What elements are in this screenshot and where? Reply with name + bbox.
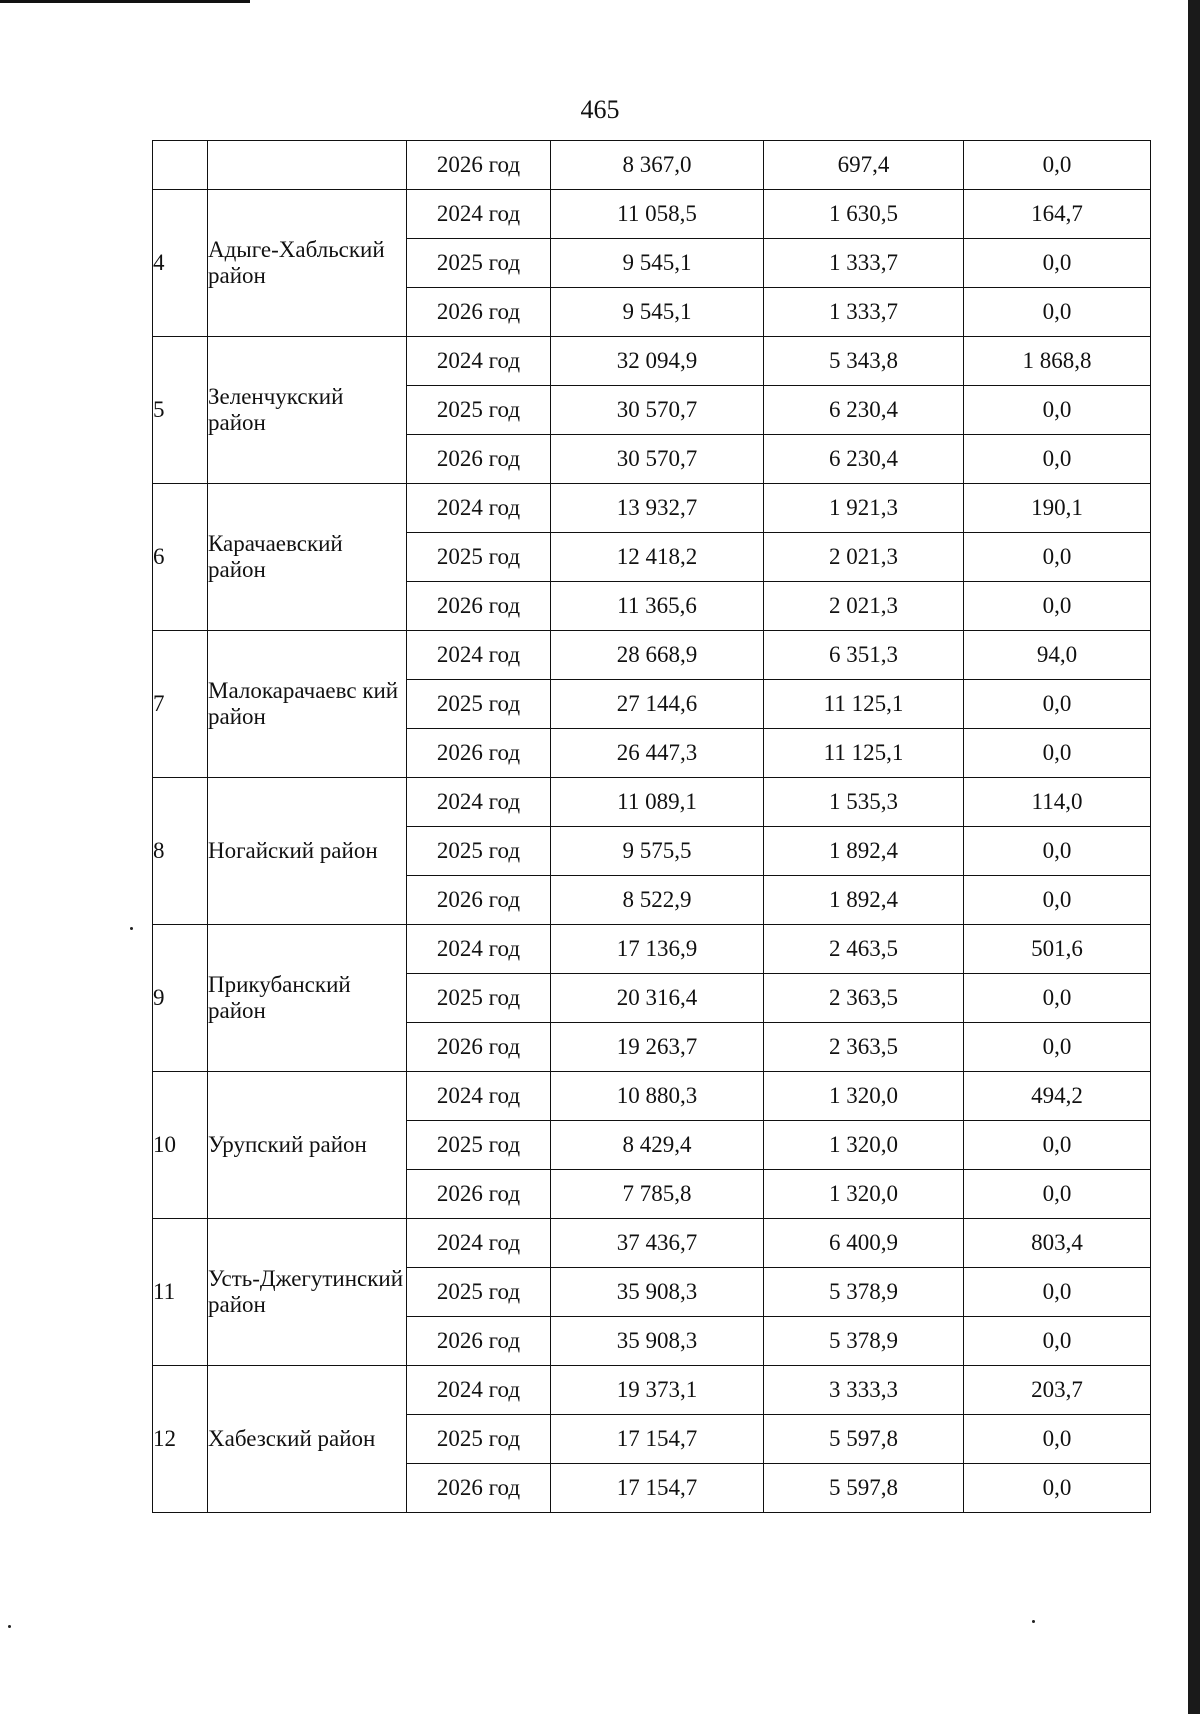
value-cell: 1 921,3 <box>764 484 964 533</box>
value-cell: 0,0 <box>964 1415 1151 1464</box>
value-cell: 6 400,9 <box>764 1219 964 1268</box>
value-cell: 35 908,3 <box>551 1317 764 1366</box>
value-cell: 28 668,9 <box>551 631 764 680</box>
year-cell: 2026 год <box>407 729 551 778</box>
table-row <box>153 337 1151 386</box>
scan-speck <box>8 1625 11 1628</box>
value-cell: 0,0 <box>964 533 1151 582</box>
scan-speck <box>1032 1620 1035 1623</box>
value-cell: 0,0 <box>964 974 1151 1023</box>
value-cell: 9 575,5 <box>551 827 764 876</box>
value-cell: 1 630,5 <box>764 190 964 239</box>
district-name-cell: Усть-Джегутинский район <box>208 1219 407 1366</box>
table-row <box>153 925 1151 974</box>
value-cell: 9 545,1 <box>551 288 764 337</box>
value-cell: 19 373,1 <box>551 1366 764 1415</box>
value-cell: 0,0 <box>964 729 1151 778</box>
value-cell: 494,2 <box>964 1072 1151 1121</box>
district-name-cell: Карачаевский район <box>208 484 407 631</box>
value-cell: 2 363,5 <box>764 1023 964 1072</box>
year-cell: 2025 год <box>407 827 551 876</box>
value-cell: 37 436,7 <box>551 1219 764 1268</box>
value-cell: 1 320,0 <box>764 1072 964 1121</box>
year-cell: 2025 год <box>407 974 551 1023</box>
value-cell: 11 125,1 <box>764 729 964 778</box>
value-cell: 17 154,7 <box>551 1415 764 1464</box>
year-cell: 2026 год <box>407 141 551 190</box>
value-cell: 190,1 <box>964 484 1151 533</box>
value-cell: 0,0 <box>964 1268 1151 1317</box>
value-cell: 7 785,8 <box>551 1170 764 1219</box>
value-cell: 2 021,3 <box>764 582 964 631</box>
row-number-cell: 12 <box>153 1366 208 1513</box>
value-cell: 1 892,4 <box>764 876 964 925</box>
value-cell: 10 880,3 <box>551 1072 764 1121</box>
year-cell: 2025 год <box>407 1121 551 1170</box>
value-cell: 8 429,4 <box>551 1121 764 1170</box>
top-rule <box>0 0 250 3</box>
year-cell: 2025 год <box>407 1415 551 1464</box>
value-cell: 1 320,0 <box>764 1121 964 1170</box>
value-cell: 164,7 <box>964 190 1151 239</box>
row-number-cell: 10 <box>153 1072 208 1219</box>
year-cell: 2024 год <box>407 1366 551 1415</box>
value-cell: 9 545,1 <box>551 239 764 288</box>
value-cell: 0,0 <box>964 386 1151 435</box>
value-cell: 6 230,4 <box>764 386 964 435</box>
value-cell: 0,0 <box>964 1464 1151 1513</box>
value-cell: 1 320,0 <box>764 1170 964 1219</box>
value-cell: 11 058,5 <box>551 190 764 239</box>
value-cell: 1 333,7 <box>764 239 964 288</box>
row-number-cell <box>153 141 208 190</box>
year-cell: 2026 год <box>407 288 551 337</box>
value-cell: 5 378,9 <box>764 1268 964 1317</box>
row-number-cell: 11 <box>153 1219 208 1366</box>
value-cell: 32 094,9 <box>551 337 764 386</box>
year-cell: 2025 год <box>407 386 551 435</box>
scan-speck <box>130 927 133 930</box>
year-cell: 2024 год <box>407 778 551 827</box>
value-cell: 19 263,7 <box>551 1023 764 1072</box>
value-cell: 114,0 <box>964 778 1151 827</box>
value-cell: 0,0 <box>964 827 1151 876</box>
table-row <box>153 631 1151 680</box>
district-name-cell: Хабезский район <box>208 1366 407 1513</box>
district-name-cell: Ногайский район <box>208 778 407 925</box>
value-cell: 2 363,5 <box>764 974 964 1023</box>
year-cell: 2024 год <box>407 190 551 239</box>
value-cell: 0,0 <box>964 239 1151 288</box>
year-cell: 2024 год <box>407 925 551 974</box>
value-cell: 30 570,7 <box>551 386 764 435</box>
value-cell: 803,4 <box>964 1219 1151 1268</box>
table-row <box>153 141 1151 190</box>
district-name-cell: Прикубанский район <box>208 925 407 1072</box>
year-cell: 2026 год <box>407 435 551 484</box>
value-cell: 30 570,7 <box>551 435 764 484</box>
year-cell: 2024 год <box>407 484 551 533</box>
value-cell: 6 351,3 <box>764 631 964 680</box>
year-cell: 2025 год <box>407 680 551 729</box>
value-cell: 697,4 <box>764 141 964 190</box>
district-name-cell: Урупский район <box>208 1072 407 1219</box>
year-cell: 2024 год <box>407 337 551 386</box>
value-cell: 12 418,2 <box>551 533 764 582</box>
value-cell: 0,0 <box>964 876 1151 925</box>
value-cell: 0,0 <box>964 1317 1151 1366</box>
budget-table <box>152 140 1151 1513</box>
value-cell: 17 154,7 <box>551 1464 764 1513</box>
value-cell: 20 316,4 <box>551 974 764 1023</box>
table-row <box>153 484 1151 533</box>
value-cell: 5 597,8 <box>764 1464 964 1513</box>
year-cell: 2026 год <box>407 1317 551 1366</box>
district-name-cell: Адыге-Хабльский район <box>208 190 407 337</box>
value-cell: 0,0 <box>964 435 1151 484</box>
value-cell: 1 868,8 <box>964 337 1151 386</box>
value-cell: 1 333,7 <box>764 288 964 337</box>
value-cell: 5 378,9 <box>764 1317 964 1366</box>
value-cell: 3 333,3 <box>764 1366 964 1415</box>
year-cell: 2025 год <box>407 533 551 582</box>
value-cell: 0,0 <box>964 1023 1151 1072</box>
value-cell: 2 021,3 <box>764 533 964 582</box>
value-cell: 2 463,5 <box>764 925 964 974</box>
value-cell: 17 136,9 <box>551 925 764 974</box>
value-cell: 11 365,6 <box>551 582 764 631</box>
value-cell: 0,0 <box>964 1121 1151 1170</box>
value-cell: 27 144,6 <box>551 680 764 729</box>
table-row <box>153 190 1151 239</box>
value-cell: 94,0 <box>964 631 1151 680</box>
table-row <box>153 778 1151 827</box>
page-number: 465 <box>580 95 620 124</box>
value-cell: 11 125,1 <box>764 680 964 729</box>
year-cell: 2026 год <box>407 1023 551 1072</box>
year-cell: 2024 год <box>407 631 551 680</box>
year-cell: 2026 год <box>407 1170 551 1219</box>
value-cell: 0,0 <box>964 141 1151 190</box>
value-cell: 1 535,3 <box>764 778 964 827</box>
row-number-cell: 8 <box>153 778 208 925</box>
value-cell: 1 892,4 <box>764 827 964 876</box>
value-cell: 0,0 <box>964 1170 1151 1219</box>
value-cell: 8 367,0 <box>551 141 764 190</box>
table-row <box>153 1219 1151 1268</box>
value-cell: 11 089,1 <box>551 778 764 827</box>
year-cell: 2026 год <box>407 876 551 925</box>
value-cell: 6 230,4 <box>764 435 964 484</box>
row-number-cell: 5 <box>153 337 208 484</box>
value-cell: 8 522,9 <box>551 876 764 925</box>
value-cell: 0,0 <box>964 582 1151 631</box>
district-name-cell: Зеленчукский район <box>208 337 407 484</box>
value-cell: 0,0 <box>964 288 1151 337</box>
table-body <box>153 141 1151 1513</box>
value-cell: 13 932,7 <box>551 484 764 533</box>
value-cell: 35 908,3 <box>551 1268 764 1317</box>
row-number-cell: 7 <box>153 631 208 778</box>
value-cell: 203,7 <box>964 1366 1151 1415</box>
year-cell: 2026 год <box>407 582 551 631</box>
year-cell: 2024 год <box>407 1219 551 1268</box>
year-cell: 2024 год <box>407 1072 551 1121</box>
scan-edge-shadow <box>1188 0 1200 1714</box>
value-cell: 501,6 <box>964 925 1151 974</box>
row-number-cell: 6 <box>153 484 208 631</box>
row-number-cell: 4 <box>153 190 208 337</box>
value-cell: 5 597,8 <box>764 1415 964 1464</box>
table-row <box>153 1366 1151 1415</box>
value-cell: 26 447,3 <box>551 729 764 778</box>
district-name-cell: Малокарачаевс кий район <box>208 631 407 778</box>
district-name-cell <box>208 141 407 190</box>
row-number-cell: 9 <box>153 925 208 1072</box>
year-cell: 2026 год <box>407 1464 551 1513</box>
year-cell: 2025 год <box>407 1268 551 1317</box>
table-row <box>153 1072 1151 1121</box>
value-cell: 0,0 <box>964 680 1151 729</box>
year-cell: 2025 год <box>407 239 551 288</box>
value-cell: 5 343,8 <box>764 337 964 386</box>
